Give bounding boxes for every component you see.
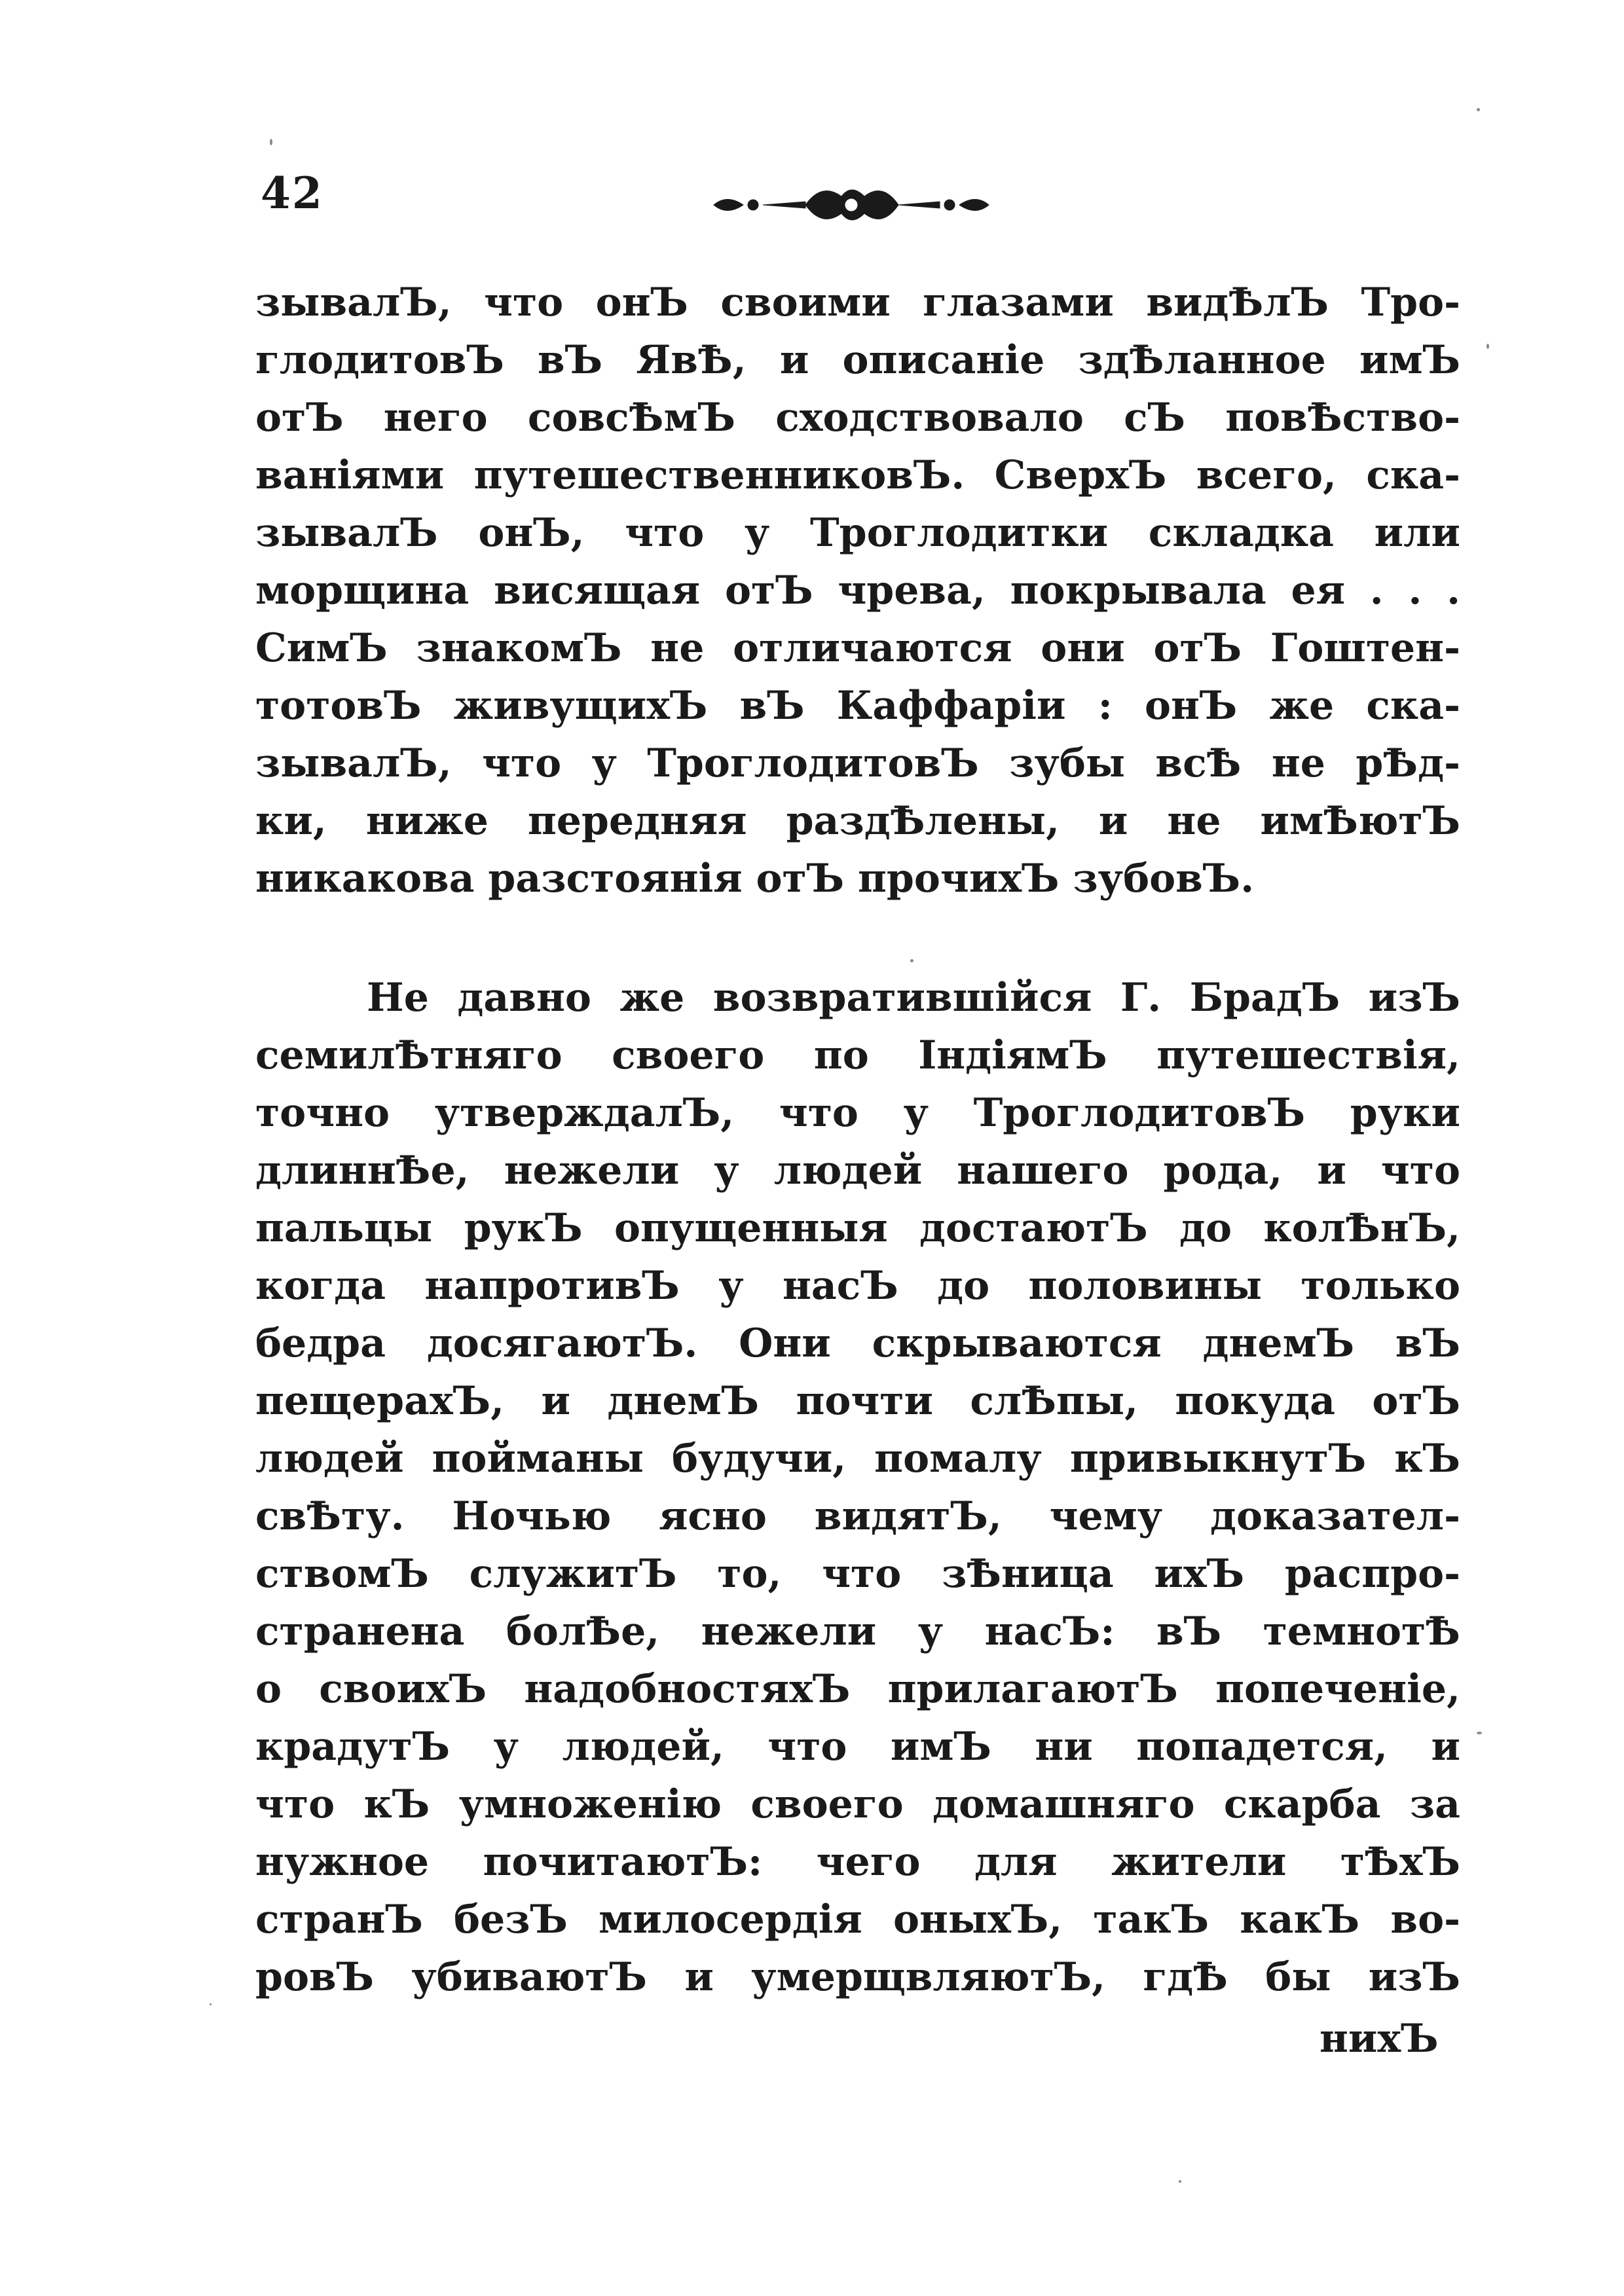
text-line: пальцы рукЪ опущенныя достаютЪ до колѢнЪ, [255,1205,1460,1251]
print-speck [1486,344,1489,349]
text-line: зывалЪ, что у ТроглодитовЪ зубы всѢ не рѢд- [255,740,1460,786]
text-line: СимЪ знакомЪ не отличаются они отЪ Гоштен- [255,625,1460,671]
text-line: зывалЪ, что онЪ своими глазами видѢлЪ Тро- [255,280,1460,325]
text-line: о своихЪ надобностяхЪ прилагаютЪ попеченіе, [255,1666,1460,1712]
print-speck [910,959,913,962]
text-line: что кЪ умноженію своего домашняго скарба за [255,1781,1460,1827]
text-line: ровЪ убиваютЪ и умерщвляютЪ, гдѢ бы изЪ [255,1954,1460,2000]
text-body [255,274,1460,2006]
text-line: странена болѢе, нежели у насЪ: вЪ темнотѢ [255,1609,1460,1654]
text-line: никакова разстоянія отЪ прочихЪ зубовЪ. [255,856,1255,902]
print-speck [1179,2180,1181,2183]
text-line: точно утверждалЪ, что у ТроглодитовЪ руки [255,1090,1460,1136]
print-speck [210,2003,212,2005]
paragraph-2 [255,969,1460,2006]
text-line: нужное почитаютЪ: чего для жители тѢхЪ [255,1839,1460,1885]
text-line: людей пойманы будучи, помалу привыкнутЪ кЪ [255,1436,1460,1482]
text-line: ки, ниже передняя раздѢлены, и не имѢютЪ [255,798,1460,844]
text-line: глодитовЪ вЪ ЯвѢ, и описаніе здѢланное имЪ [255,337,1460,383]
text-line: бедра досягаютЪ. Они скрываются днемЪ вЪ [255,1321,1460,1366]
text-line: семилѢтняго своего по ІндіямЪ путешествія, [255,1032,1460,1078]
text-line: крадутЪ у людей, что имЪ ни попадется, и [255,1724,1460,1770]
text-line: длиннѢе, нежели у людей нашего рода, и что [255,1148,1460,1194]
decorative-headpiece-icon [707,175,995,234]
text-line: Не давно же возвратившійся Г. БрадЪ изЪ [367,975,1460,1021]
page-number: 42 [261,168,323,219]
print-speck [270,139,272,145]
text-line: отЪ него совсѢмЪ сходствовало сЪ повѢство- [255,395,1460,441]
text-line: ваніями путешественниковЪ. СверхЪ всего, ска- [255,452,1460,498]
text-line: свѢту. Ночью ясно видятЪ, чему доказател- [255,1493,1460,1539]
paragraph-1 [255,274,1460,907]
text-line: пещерахЪ, и днемЪ почти слѢпы, покуда отЪ [255,1378,1460,1424]
text-line: ствомЪ служитЪ то, что зѢница ихЪ распро- [255,1551,1460,1597]
print-speck [1477,108,1480,111]
text-line: странЪ безЪ милосердія оныхЪ, такЪ какЪ во- [255,1897,1460,1942]
catchword: нихЪ [1320,2016,1439,2062]
text-line: зывалЪ онЪ, что у Троглодитки складка или [255,510,1460,556]
print-speck [1477,1732,1482,1734]
text-line: когда напротивЪ у насЪ до половины только [255,1263,1460,1309]
paragraph-gap [255,907,1460,969]
text-line: тотовЪ живущихЪ вЪ Каффаріи : онЪ же ска- [255,683,1460,729]
text-line: морщина висящая отЪ чрева, покрывала ея . . . [255,568,1460,613]
